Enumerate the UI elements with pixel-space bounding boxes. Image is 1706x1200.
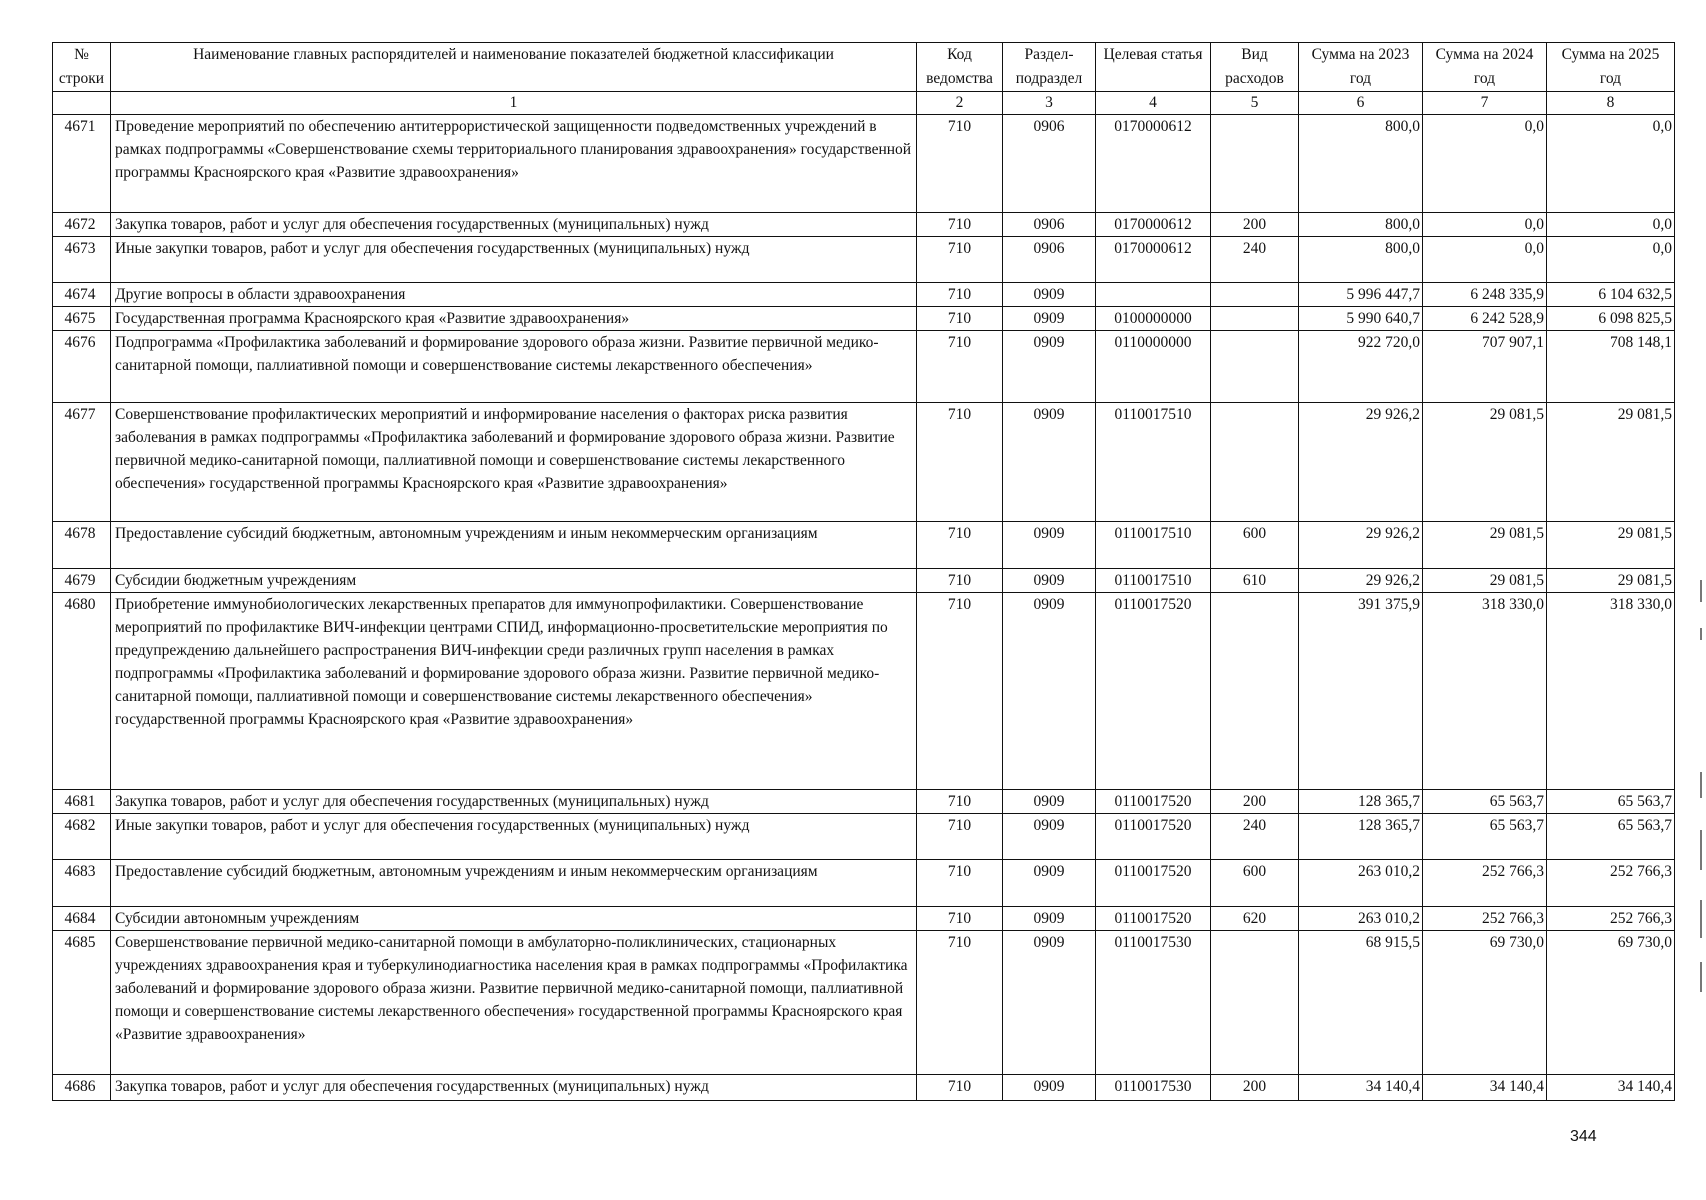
column-number: 1 (111, 92, 917, 115)
department-code: 710 (917, 403, 1003, 522)
expense-type (1211, 307, 1299, 331)
expense-type: 600 (1211, 860, 1299, 907)
target-article: 0110017530 (1096, 1075, 1211, 1101)
expense-type (1211, 403, 1299, 522)
target-article: 0170000612 (1096, 213, 1211, 237)
sum-2023: 263 010,2 (1299, 907, 1423, 931)
sum-2024: 707 907,1 (1423, 331, 1547, 403)
row-number: 4676 (53, 331, 111, 403)
target-article: 0110017520 (1096, 907, 1211, 931)
section-code: 0909 (1003, 331, 1096, 403)
scan-artifact (1700, 830, 1702, 870)
table-row (53, 814, 1675, 860)
department-code: 710 (917, 115, 1003, 213)
row-name: Закупка товаров, работ и услуг для обеспечения государственных (муниципальных) нужд (111, 213, 917, 237)
department-code: 710 (917, 331, 1003, 403)
sum-2025: 318 330,0 (1547, 593, 1675, 790)
sum-2025: 6 098 825,5 (1547, 307, 1675, 331)
row-name: Приобретение иммунобиологических лекарственных препаратов для иммунопрофилактики. Совершенствование мероприятий по профилактике ВИЧ-инфекции центрами СПИД, информационно-просветительские мероприятия по предупреждению дальнейшего распространения ВИЧ-инфекции среди различных групп населения в рамках подпрограммы «Профилактика заболеваний и формирование здорового образа жизни. Развитие первичной медико-санитарной помощи, паллиативной помощи и совершенствование системы лекарственного обеспечения» государственной программы Красноярского края «Развитие здравоохранения» (111, 593, 917, 790)
sum-2025: 69 730,0 (1547, 931, 1675, 1075)
target-article: 0110017520 (1096, 593, 1211, 790)
column-number: 3 (1003, 92, 1096, 115)
sum-2023: 5 996 447,7 (1299, 283, 1423, 307)
department-code: 710 (917, 522, 1003, 569)
table-row (53, 237, 1675, 283)
header-expense-type: Вид расходов (1211, 43, 1299, 92)
target-article: 0110017510 (1096, 403, 1211, 522)
row-number: 4682 (53, 814, 111, 860)
page-number: 344 (1570, 1128, 1597, 1145)
sum-2025: 6 104 632,5 (1547, 283, 1675, 307)
expense-type (1211, 931, 1299, 1075)
target-article: 0110017520 (1096, 790, 1211, 814)
sum-2024: 318 330,0 (1423, 593, 1547, 790)
section-code: 0906 (1003, 213, 1096, 237)
sum-2025: 29 081,5 (1547, 522, 1675, 569)
scan-artifact (1700, 962, 1702, 992)
row-name: Закупка товаров, работ и услуг для обеспечения государственных (муниципальных) нужд (111, 1075, 917, 1101)
sum-2023: 800,0 (1299, 237, 1423, 283)
table-row (53, 860, 1675, 907)
scan-artifact (1700, 628, 1702, 640)
department-code: 710 (917, 283, 1003, 307)
section-code: 0909 (1003, 814, 1096, 860)
section-code: 0909 (1003, 403, 1096, 522)
sum-2025: 65 563,7 (1547, 814, 1675, 860)
row-name: Другие вопросы в области здравоохранения (111, 283, 917, 307)
header-section: Раздел-подраздел (1003, 43, 1096, 92)
row-number: 4672 (53, 213, 111, 237)
section-code: 0909 (1003, 931, 1096, 1075)
sum-2024: 0,0 (1423, 115, 1547, 213)
column-number: 7 (1423, 92, 1547, 115)
sum-2023: 29 926,2 (1299, 569, 1423, 593)
header-department-code: Код ведомства (917, 43, 1003, 92)
header-target-article: Целевая статья (1096, 43, 1211, 92)
sum-2025: 708 148,1 (1547, 331, 1675, 403)
table-row (53, 569, 1675, 593)
sum-2025: 34 140,4 (1547, 1075, 1675, 1101)
sum-2024: 0,0 (1423, 237, 1547, 283)
expense-type: 620 (1211, 907, 1299, 931)
header-sum-2025: Сумма на 2025 год (1547, 43, 1675, 92)
expense-type: 600 (1211, 522, 1299, 569)
section-code: 0909 (1003, 860, 1096, 907)
target-article: 0100000000 (1096, 307, 1211, 331)
row-name: Государственная программа Красноярского края «Развитие здравоохранения» (111, 307, 917, 331)
row-name: Субсидии бюджетным учреждениям (111, 569, 917, 593)
column-number-row (53, 92, 1675, 115)
sum-2023: 263 010,2 (1299, 860, 1423, 907)
sum-2024: 252 766,3 (1423, 907, 1547, 931)
header-row-number: № строки (53, 43, 111, 92)
sum-2025: 0,0 (1547, 237, 1675, 283)
row-name: Подпрограмма «Профилактика заболеваний и формирование здорового образа жизни. Развитие первичной медико-санитарной помощи, паллиативной помощи и совершенствование системы лекарственного обеспечения» (111, 331, 917, 403)
table-row (53, 283, 1675, 307)
department-code: 710 (917, 237, 1003, 283)
sum-2024: 29 081,5 (1423, 403, 1547, 522)
section-code: 0909 (1003, 283, 1096, 307)
table-row (53, 790, 1675, 814)
row-number: 4683 (53, 860, 111, 907)
sum-2023: 128 365,7 (1299, 814, 1423, 860)
table-row (53, 907, 1675, 931)
department-code: 710 (917, 569, 1003, 593)
target-article: 0170000612 (1096, 237, 1211, 283)
row-number: 4677 (53, 403, 111, 522)
sum-2024: 65 563,7 (1423, 814, 1547, 860)
table-row (53, 307, 1675, 331)
target-article: 0110017520 (1096, 814, 1211, 860)
sum-2024: 29 081,5 (1423, 569, 1547, 593)
row-number: 4678 (53, 522, 111, 569)
section-code: 0906 (1003, 115, 1096, 213)
row-name: Иные закупки товаров, работ и услуг для обеспечения государственных (муниципальных) нужд (111, 814, 917, 860)
table-row (53, 593, 1675, 790)
table-row (53, 331, 1675, 403)
section-code: 0909 (1003, 522, 1096, 569)
row-number: 4673 (53, 237, 111, 283)
target-article: 0110017520 (1096, 860, 1211, 907)
sum-2023: 800,0 (1299, 115, 1423, 213)
table-row (53, 403, 1675, 522)
department-code: 710 (917, 931, 1003, 1075)
department-code: 710 (917, 790, 1003, 814)
sum-2025: 0,0 (1547, 115, 1675, 213)
department-code: 710 (917, 860, 1003, 907)
sum-2024: 29 081,5 (1423, 522, 1547, 569)
target-article: 0110017510 (1096, 522, 1211, 569)
table-header (53, 43, 1675, 115)
department-code: 710 (917, 814, 1003, 860)
sum-2023: 5 990 640,7 (1299, 307, 1423, 331)
sum-2025: 29 081,5 (1547, 403, 1675, 522)
row-number: 4680 (53, 593, 111, 790)
column-number: 4 (1096, 92, 1211, 115)
header-sum-2024: Сумма на 2024 год (1423, 43, 1547, 92)
table-row (53, 115, 1675, 213)
department-code: 710 (917, 593, 1003, 790)
section-code: 0909 (1003, 307, 1096, 331)
row-number: 4685 (53, 931, 111, 1075)
row-name: Предоставление субсидий бюджетным, автономным учреждениям и иным некоммерческим организациям (111, 860, 917, 907)
scan-artifact (1700, 580, 1702, 602)
header-name: Наименование главных распорядителей и наименование показателей бюджетной классификации (111, 43, 917, 92)
sum-2024: 34 140,4 (1423, 1075, 1547, 1101)
row-number: 4671 (53, 115, 111, 213)
section-code: 0909 (1003, 1075, 1096, 1101)
sum-2024: 6 242 528,9 (1423, 307, 1547, 331)
column-number: 5 (1211, 92, 1299, 115)
column-number: 6 (1299, 92, 1423, 115)
row-number: 4684 (53, 907, 111, 931)
sum-2024: 65 563,7 (1423, 790, 1547, 814)
expense-type: 200 (1211, 1075, 1299, 1101)
header-sum-2023: Сумма на 2023 год (1299, 43, 1423, 92)
section-code: 0909 (1003, 569, 1096, 593)
table-body (53, 115, 1675, 1101)
row-number: 4686 (53, 1075, 111, 1101)
row-name: Субсидии автономным учреждениям (111, 907, 917, 931)
sum-2025: 252 766,3 (1547, 907, 1675, 931)
expense-type (1211, 115, 1299, 213)
row-number: 4679 (53, 569, 111, 593)
department-code: 710 (917, 307, 1003, 331)
row-name: Иные закупки товаров, работ и услуг для обеспечения государственных (муниципальных) нужд (111, 237, 917, 283)
expense-type: 240 (1211, 237, 1299, 283)
department-code: 710 (917, 1075, 1003, 1101)
sum-2023: 800,0 (1299, 213, 1423, 237)
department-code: 710 (917, 907, 1003, 931)
target-article (1096, 283, 1211, 307)
target-article: 0110017510 (1096, 569, 1211, 593)
section-code: 0909 (1003, 593, 1096, 790)
table-row (53, 213, 1675, 237)
row-number: 4675 (53, 307, 111, 331)
sum-2024: 69 730,0 (1423, 931, 1547, 1075)
sum-2023: 391 375,9 (1299, 593, 1423, 790)
expense-type: 610 (1211, 569, 1299, 593)
table-row (53, 1075, 1675, 1101)
row-name: Совершенствование первичной медико-санитарной помощи в амбулаторно-поликлинических, стационарных учреждениях здравоохранения края и туберкулинодиагностика населения края в рамках подпрограммы «Профилактика заболеваний и формирование здорового образа жизни. Развитие первичной медико-санитарной помощи, паллиативной помощи и совершенствование системы лекарственного обеспечения» государственной программы Красноярского края «Развитие здравоохранения» (111, 931, 917, 1075)
scan-artifact (1700, 900, 1702, 938)
expense-type (1211, 331, 1299, 403)
sum-2023: 34 140,4 (1299, 1075, 1423, 1101)
department-code: 710 (917, 213, 1003, 237)
target-article: 0170000612 (1096, 115, 1211, 213)
row-name: Совершенствование профилактических мероприятий и информирование населения о факторах риска развития заболевания в рамках подпрограммы «Профилактика заболеваний и формирование здорового образа жизни. Развитие первичной медико-санитарной помощи, паллиативной помощи и совершенствование системы лекарственного обеспечения» государственной программы Красноярского края «Развитие здравоохранения» (111, 403, 917, 522)
table-row (53, 522, 1675, 569)
sum-2025: 252 766,3 (1547, 860, 1675, 907)
expense-type: 200 (1211, 790, 1299, 814)
column-number: 2 (917, 92, 1003, 115)
row-name: Проведение мероприятий по обеспечению антитеррористической защищенности подведомственных учреждений в рамках подпрограммы «Совершенствование схемы территориального планирования здравоохранения» государственной программы Красноярского края «Развитие здравоохранения» (111, 115, 917, 213)
sum-2024: 252 766,3 (1423, 860, 1547, 907)
section-code: 0909 (1003, 790, 1096, 814)
budget-table (52, 42, 1675, 1101)
sum-2023: 68 915,5 (1299, 931, 1423, 1075)
section-code: 0909 (1003, 907, 1096, 931)
column-number (53, 92, 111, 115)
target-article: 0110000000 (1096, 331, 1211, 403)
sum-2025: 65 563,7 (1547, 790, 1675, 814)
sum-2023: 128 365,7 (1299, 790, 1423, 814)
column-number: 8 (1547, 92, 1675, 115)
row-number: 4681 (53, 790, 111, 814)
sum-2023: 922 720,0 (1299, 331, 1423, 403)
table-row (53, 931, 1675, 1075)
expense-type: 200 (1211, 213, 1299, 237)
row-name: Закупка товаров, работ и услуг для обеспечения государственных (муниципальных) нужд (111, 790, 917, 814)
section-code: 0906 (1003, 237, 1096, 283)
row-number: 4674 (53, 283, 111, 307)
expense-type: 240 (1211, 814, 1299, 860)
expense-type (1211, 593, 1299, 790)
sum-2023: 29 926,2 (1299, 522, 1423, 569)
sum-2024: 6 248 335,9 (1423, 283, 1547, 307)
scan-artifact (1700, 772, 1702, 798)
expense-type (1211, 283, 1299, 307)
sum-2024: 0,0 (1423, 213, 1547, 237)
target-article: 0110017530 (1096, 931, 1211, 1075)
sum-2023: 29 926,2 (1299, 403, 1423, 522)
sum-2025: 0,0 (1547, 213, 1675, 237)
row-name: Предоставление субсидий бюджетным, автономным учреждениям и иным некоммерческим организациям (111, 522, 917, 569)
sum-2025: 29 081,5 (1547, 569, 1675, 593)
